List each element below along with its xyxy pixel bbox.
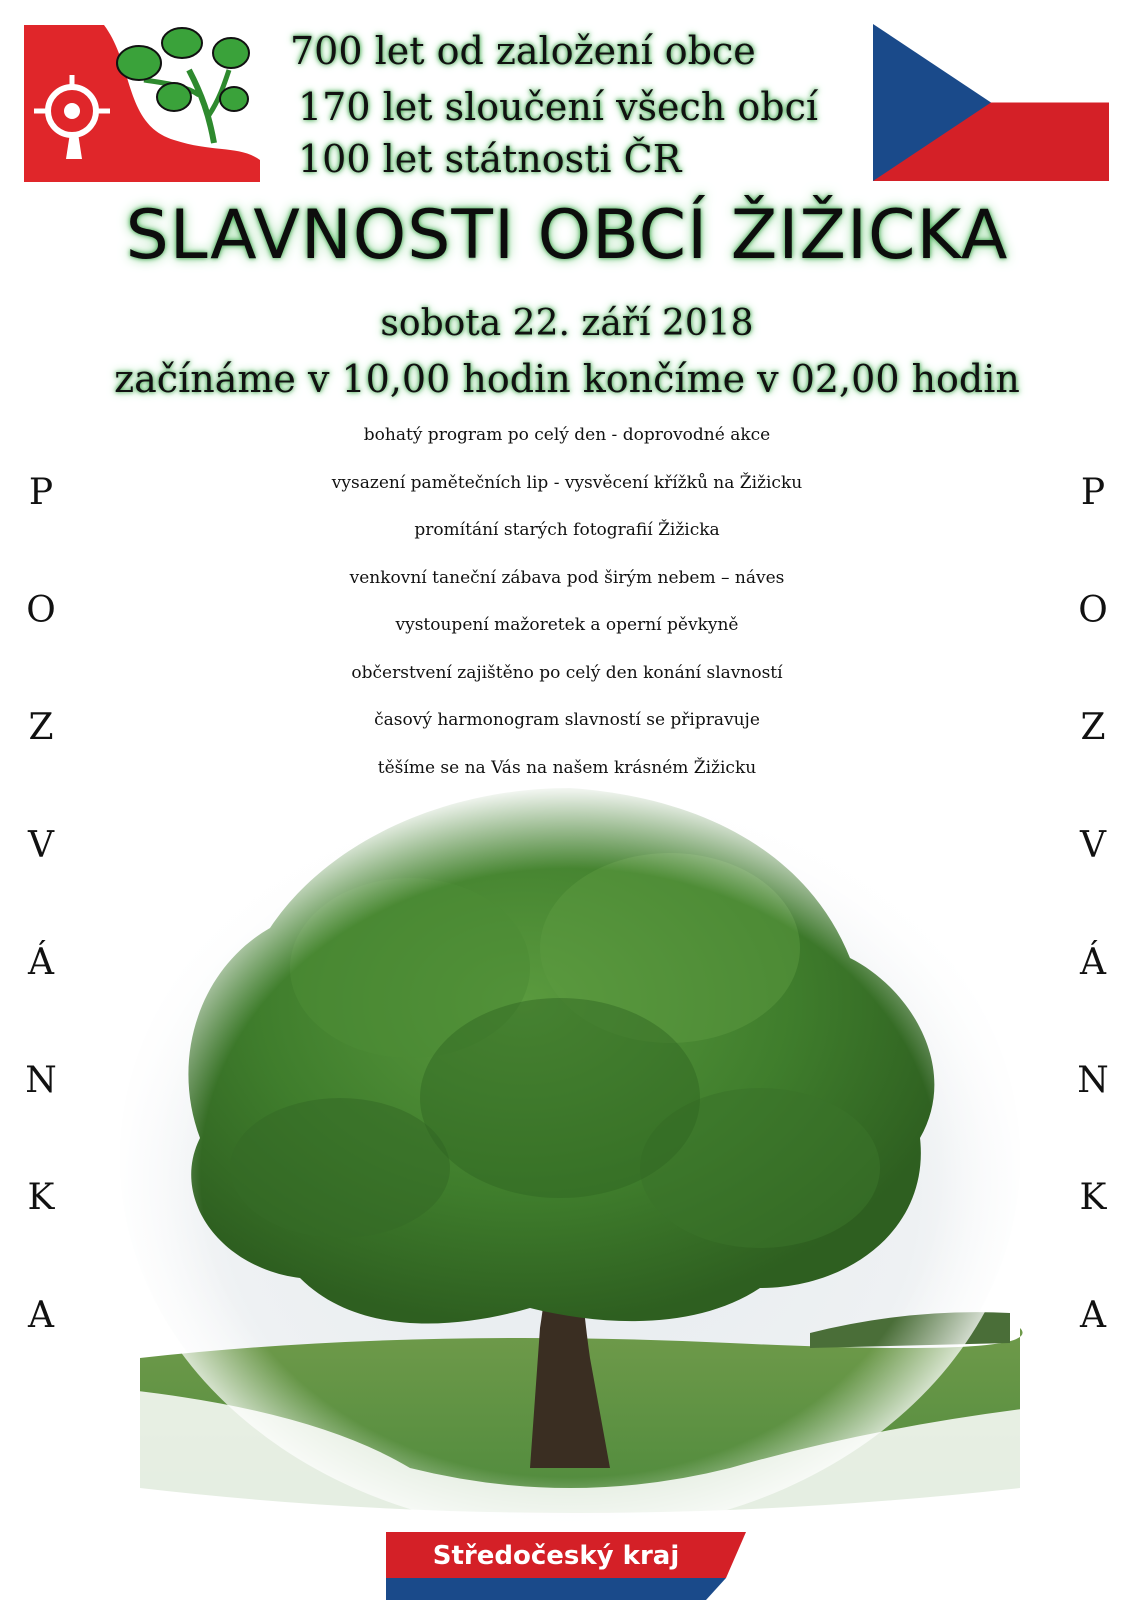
side-letter: Á: [1080, 942, 1106, 983]
program-item: těšíme se na Vás na našem krásném Žižicku: [377, 757, 757, 778]
side-letter: Z: [28, 707, 54, 748]
vertical-invitation-right: [1068, 468, 1118, 1408]
program-list: [0, 418, 1134, 798]
program-item: venkovní taneční zábava pod širým nebem – náves: [349, 567, 785, 588]
czech-flag: [873, 24, 1109, 181]
anniversary-line-100: 100 let státnosti ČR: [298, 137, 682, 181]
side-letter: O: [1078, 589, 1108, 631]
side-letter: P: [1080, 472, 1106, 513]
side-letter: N: [1077, 1059, 1109, 1101]
vertical-invitation-left: [16, 468, 66, 1408]
side-letter: O: [26, 589, 56, 631]
program-item: občerstvení zajištěno po celý den konání slavností: [351, 662, 783, 683]
side-letter: V: [28, 824, 54, 866]
side-letter: Á: [28, 942, 54, 983]
side-letter: N: [25, 1059, 57, 1101]
side-letter: V: [1080, 824, 1106, 866]
side-letter: P: [28, 472, 54, 513]
anniversary-line-170: 170 let sloučení všech obcí: [298, 85, 819, 129]
program-item: časový harmonogram slavností se připravuje: [374, 710, 760, 730]
program-item: promítání starých fotografií Žižicka: [414, 520, 720, 540]
side-letter: A: [28, 1294, 54, 1336]
linden-tree-photo: [110, 768, 1030, 1523]
event-title: SLAVNOSTI OBCÍ ŽIŽICKA: [125, 196, 1009, 275]
side-letter: K: [1079, 1177, 1107, 1218]
side-letter: Z: [1080, 707, 1106, 748]
event-date: sobota 22. září 2018: [380, 303, 754, 344]
region-name: Středočeský kraj: [432, 1541, 680, 1571]
program-item: bohatý program po celý den - doprovodné akce: [363, 425, 771, 445]
side-letter: A: [1080, 1294, 1106, 1336]
program-item: vysazení pamětečních lip - vysvěcení křížků na Žižicku: [331, 472, 803, 493]
municipality-logo: [24, 25, 260, 182]
side-letter: K: [27, 1177, 55, 1218]
program-item: vystoupení mažoretek a operní pěvkyně: [395, 615, 739, 635]
event-time: začínáme v 10,00 hodin končíme v 02,00 hodin: [114, 357, 1020, 401]
anniversary-line-700: 700 let od založení obce: [290, 29, 756, 73]
